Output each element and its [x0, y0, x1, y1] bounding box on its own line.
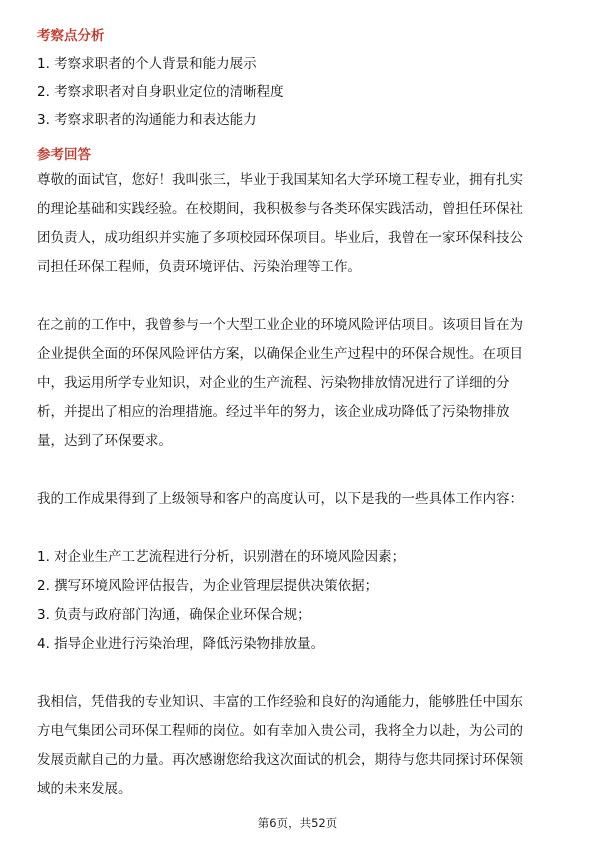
answer-p1-line-2: 的理论基础和实践经验。在校期间，我积极参与各类环保实践活动，曾担任环保社: [37, 201, 523, 217]
answer-p2-line-3: 中，我运用所学专业知识，对企业的生产流程、污染物排放情况进行了详细的分: [37, 375, 510, 391]
answer-p1-line-1: 尊敬的面试官，您好！我叫张三，毕业于我国某知名大学环境工程专业，拥有扎实: [37, 172, 523, 188]
analysis-item-3: 3. 考察求职者的沟通能力和表达能力: [37, 112, 257, 128]
answer-p3-line-1: 我的工作成果得到了上级领导和客户的高度认可，以下是我的一些具体工作内容：: [37, 491, 523, 507]
answer-p4-line-1: 我相信，凭借我的专业知识、丰富的工作经验和良好的沟通能力，能够胜任中国东: [37, 694, 523, 710]
answer-p2-line-2: 企业提供全面的环保风险评估方案，以确保企业生产过程中的环保合规性。在项目: [37, 346, 523, 362]
answer-p2-line-1: 在之前的工作中，我曾参与一个大型工业企业的环境风险评估项目。该项目旨在为: [37, 317, 523, 333]
answer-list-item-3: 3. 负责与政府部门沟通，确保企业环保合规；: [37, 607, 311, 623]
section-heading-answer: 参考回答: [37, 147, 91, 163]
answer-p4-line-3: 发展贡献自己的力量。再次感谢您给我这次面试的机会，期待与您共同探讨环保领: [37, 752, 523, 768]
analysis-item-1: 1. 考察求职者的个人背景和能力展示: [37, 56, 257, 72]
answer-p1-line-4: 司担任环保工程师，负责环境评估、污染治理等工作。: [37, 259, 361, 275]
analysis-item-2: 2. 考察求职者对自身职业定位的清晰程度: [37, 84, 284, 100]
page-number: 第6页，共52页: [257, 816, 338, 830]
answer-list-item-2: 2. 撰写环境风险评估报告，为企业管理层提供决策依据；: [37, 578, 379, 594]
answer-list-item-4: 4. 指导企业进行污染治理，降低污染物排放量。: [37, 636, 325, 652]
answer-p4-line-2: 方电气集团公司环保工程师的岗位。如有幸加入贵公司，我将全力以赴，为公司的: [37, 723, 523, 739]
answer-p2-line-5: 量，达到了环保要求。: [37, 433, 172, 449]
answer-list-item-1: 1. 对企业生产工艺流程进行分析，识别潜在的环境风险因素；: [37, 549, 406, 565]
answer-p2-line-4: 析，并提出了相应的治理措施。经过半年的努力，该企业成功降低了污染物排放: [37, 404, 510, 420]
section-heading-analysis: 考察点分析: [37, 28, 105, 44]
answer-p1-line-3: 团负责人，成功组织并实施了多项校园环保项目。毕业后，我曾在一家环保科技公: [37, 230, 523, 246]
answer-p4-line-4: 域的未来发展。: [37, 781, 132, 797]
